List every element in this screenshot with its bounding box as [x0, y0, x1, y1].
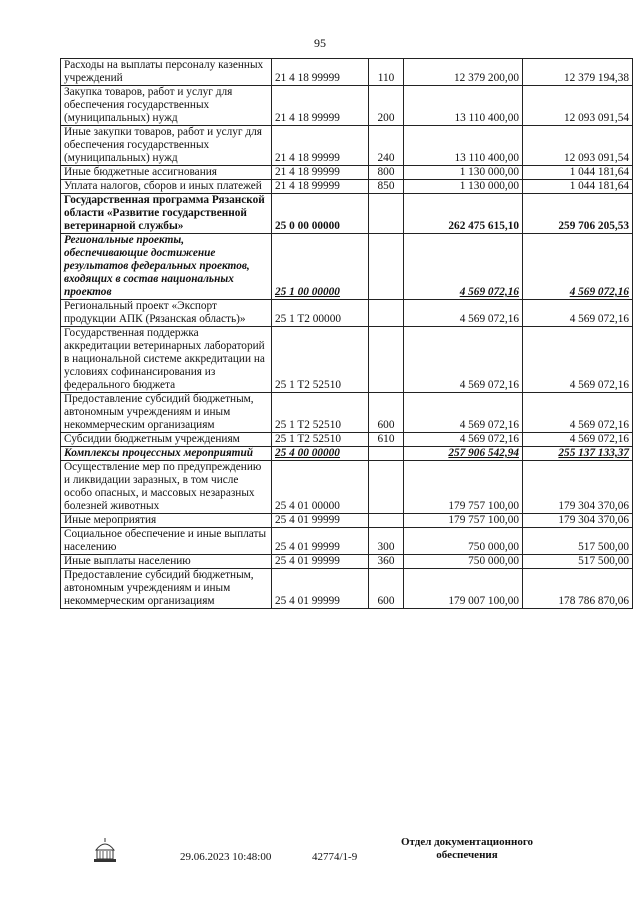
table-row: [61, 86, 633, 126]
row-amount-actual-cell: 517 500,00: [523, 555, 633, 569]
row-code-cell: 25 1 T2 52510: [272, 327, 369, 393]
row-amount-plan-cell: 750 000,00: [404, 528, 523, 555]
row-amount-actual-cell: 12 093 091,54: [523, 126, 633, 166]
row-name-cell: Комплексы процессных мероприятий: [61, 447, 272, 461]
table-row: [61, 126, 633, 166]
row-amount-actual-cell: 4 569 072,16: [523, 234, 633, 300]
row-code-cell: 25 1 00 00000: [272, 234, 369, 300]
row-vr-cell: 110: [369, 59, 404, 86]
row-name-cell: Иные бюджетные ассигнования: [61, 166, 272, 180]
row-name-cell: Осуществление мер по предупреждению и ликвидации заразных, в том числе особо опасных, и массовых незаразных болезней животных: [61, 461, 272, 514]
table-row: [61, 461, 633, 514]
row-vr-cell: 610: [369, 433, 404, 447]
row-vr-cell: 800: [369, 166, 404, 180]
row-amount-actual-cell: 517 500,00: [523, 528, 633, 555]
table-row: [61, 555, 633, 569]
row-vr-cell: [369, 300, 404, 327]
row-amount-plan-cell: 257 906 542,94: [404, 447, 523, 461]
row-amount-plan-cell: 1 130 000,00: [404, 166, 523, 180]
row-amount-actual-cell: 4 569 072,16: [523, 327, 633, 393]
row-amount-actual-cell: 4 569 072,16: [523, 433, 633, 447]
row-vr-cell: [369, 447, 404, 461]
table-row: [61, 528, 633, 555]
row-name-cell: Социальное обеспечение и иные выплаты населению: [61, 528, 272, 555]
budget-table-body: [61, 59, 633, 609]
table-row: [61, 166, 633, 180]
row-name-cell: Расходы на выплаты персоналу казенных учреждений: [61, 59, 272, 86]
row-amount-plan-cell: 179 007 100,00: [404, 569, 523, 609]
row-amount-actual-cell: 12 379 194,38: [523, 59, 633, 86]
table-row: [61, 180, 633, 194]
row-code-cell: 25 1 T2 00000: [272, 300, 369, 327]
row-amount-plan-cell: 4 569 072,16: [404, 327, 523, 393]
row-code-cell: 21 4 18 99999: [272, 180, 369, 194]
row-amount-plan-cell: 179 757 100,00: [404, 461, 523, 514]
footer-department: Отдел документационного обеспечения: [400, 836, 534, 861]
row-code-cell: 21 4 18 99999: [272, 166, 369, 180]
row-vr-cell: [369, 194, 404, 234]
row-code-cell: 25 1 T2 52510: [272, 433, 369, 447]
row-code-cell: 25 0 00 00000: [272, 194, 369, 234]
row-amount-plan-cell: 1 130 000,00: [404, 180, 523, 194]
row-amount-actual-cell: 12 093 091,54: [523, 86, 633, 126]
row-code-cell: 25 4 01 99999: [272, 528, 369, 555]
footer-doc-number: 42774/1-9: [312, 851, 358, 863]
row-code-cell: 25 4 01 99999: [272, 514, 369, 528]
row-name-cell: Региональный проект «Экспорт продукции АПК (Рязанская область)»: [61, 300, 272, 327]
row-amount-actual-cell: 259 706 205,53: [523, 194, 633, 234]
table-row: [61, 447, 633, 461]
row-amount-plan-cell: 750 000,00: [404, 555, 523, 569]
row-amount-actual-cell: 4 569 072,16: [523, 393, 633, 433]
table-row: [61, 327, 633, 393]
row-vr-cell: 600: [369, 569, 404, 609]
table-row: [61, 59, 633, 86]
row-code-cell: 25 4 00 00000: [272, 447, 369, 461]
row-name-cell: Региональные проекты, обеспечивающие достижение результатов федеральных проектов, входящих в состав национальных проектов: [61, 234, 272, 300]
row-amount-plan-cell: 4 569 072,16: [404, 393, 523, 433]
row-name-cell: Иные мероприятия: [61, 514, 272, 528]
row-amount-actual-cell: 178 786 870,06: [523, 569, 633, 609]
row-name-cell: Закупка товаров, работ и услуг для обеспечения государственных (муниципальных) нужд: [61, 86, 272, 126]
row-vr-cell: 850: [369, 180, 404, 194]
row-vr-cell: 360: [369, 555, 404, 569]
row-code-cell: 25 4 01 00000: [272, 461, 369, 514]
row-amount-plan-cell: 4 569 072,16: [404, 234, 523, 300]
row-amount-actual-cell: 4 569 072,16: [523, 300, 633, 327]
row-name-cell: Государственная программа Рязанской области «Развитие государственной ветеринарной службы»: [61, 194, 272, 234]
footer-datetime: 29.06.2023 10:48:00: [180, 851, 272, 863]
row-amount-plan-cell: 13 110 400,00: [404, 126, 523, 166]
row-name-cell: Предоставление субсидий бюджетным, автономным учреждениям и иным некоммерческим организациям: [61, 569, 272, 609]
row-amount-actual-cell: 255 137 133,37: [523, 447, 633, 461]
row-amount-plan-cell: 262 475 615,10: [404, 194, 523, 234]
row-vr-cell: 300: [369, 528, 404, 555]
row-amount-plan-cell: 179 757 100,00: [404, 514, 523, 528]
table-row: [61, 514, 633, 528]
row-amount-plan-cell: 4 569 072,16: [404, 300, 523, 327]
table-row: [61, 300, 633, 327]
row-name-cell: Иные выплаты населению: [61, 555, 272, 569]
budget-table: [60, 58, 633, 609]
row-vr-cell: 600: [369, 393, 404, 433]
page-number: 95: [314, 36, 326, 50]
row-code-cell: 25 4 01 99999: [272, 555, 369, 569]
row-amount-actual-cell: 179 304 370,06: [523, 514, 633, 528]
row-code-cell: 25 4 01 99999: [272, 569, 369, 609]
row-name-cell: Иные закупки товаров, работ и услуг для обеспечения государственных (муниципальных) нужд: [61, 126, 272, 166]
row-code-cell: 21 4 18 99999: [272, 86, 369, 126]
seal-emblem-icon: [90, 836, 120, 864]
row-code-cell: 21 4 18 99999: [272, 126, 369, 166]
row-amount-actual-cell: 179 304 370,06: [523, 461, 633, 514]
row-amount-actual-cell: 1 044 181,64: [523, 180, 633, 194]
row-vr-cell: 200: [369, 86, 404, 126]
table-row: [61, 234, 633, 300]
row-name-cell: Субсидии бюджетным учреждениям: [61, 433, 272, 447]
table-row: [61, 393, 633, 433]
row-code-cell: 25 1 T2 52510: [272, 393, 369, 433]
row-name-cell: Уплата налогов, сборов и иных платежей: [61, 180, 272, 194]
row-amount-actual-cell: 1 044 181,64: [523, 166, 633, 180]
row-amount-plan-cell: 12 379 200,00: [404, 59, 523, 86]
row-vr-cell: [369, 461, 404, 514]
row-name-cell: Предоставление субсидий бюджетным, автономным учреждениям и иным некоммерческим организациям: [61, 393, 272, 433]
row-amount-plan-cell: 13 110 400,00: [404, 86, 523, 126]
table-row: [61, 569, 633, 609]
row-vr-cell: [369, 327, 404, 393]
row-vr-cell: 240: [369, 126, 404, 166]
row-code-cell: 21 4 18 99999: [272, 59, 369, 86]
row-vr-cell: [369, 514, 404, 528]
table-row: [61, 433, 633, 447]
row-vr-cell: [369, 234, 404, 300]
row-amount-plan-cell: 4 569 072,16: [404, 433, 523, 447]
row-name-cell: Государственная поддержка аккредитации ветеринарных лабораторий в национальной системе аккредитации на условиях софинансирования из федерального бюджета: [61, 327, 272, 393]
table-row: [61, 194, 633, 234]
